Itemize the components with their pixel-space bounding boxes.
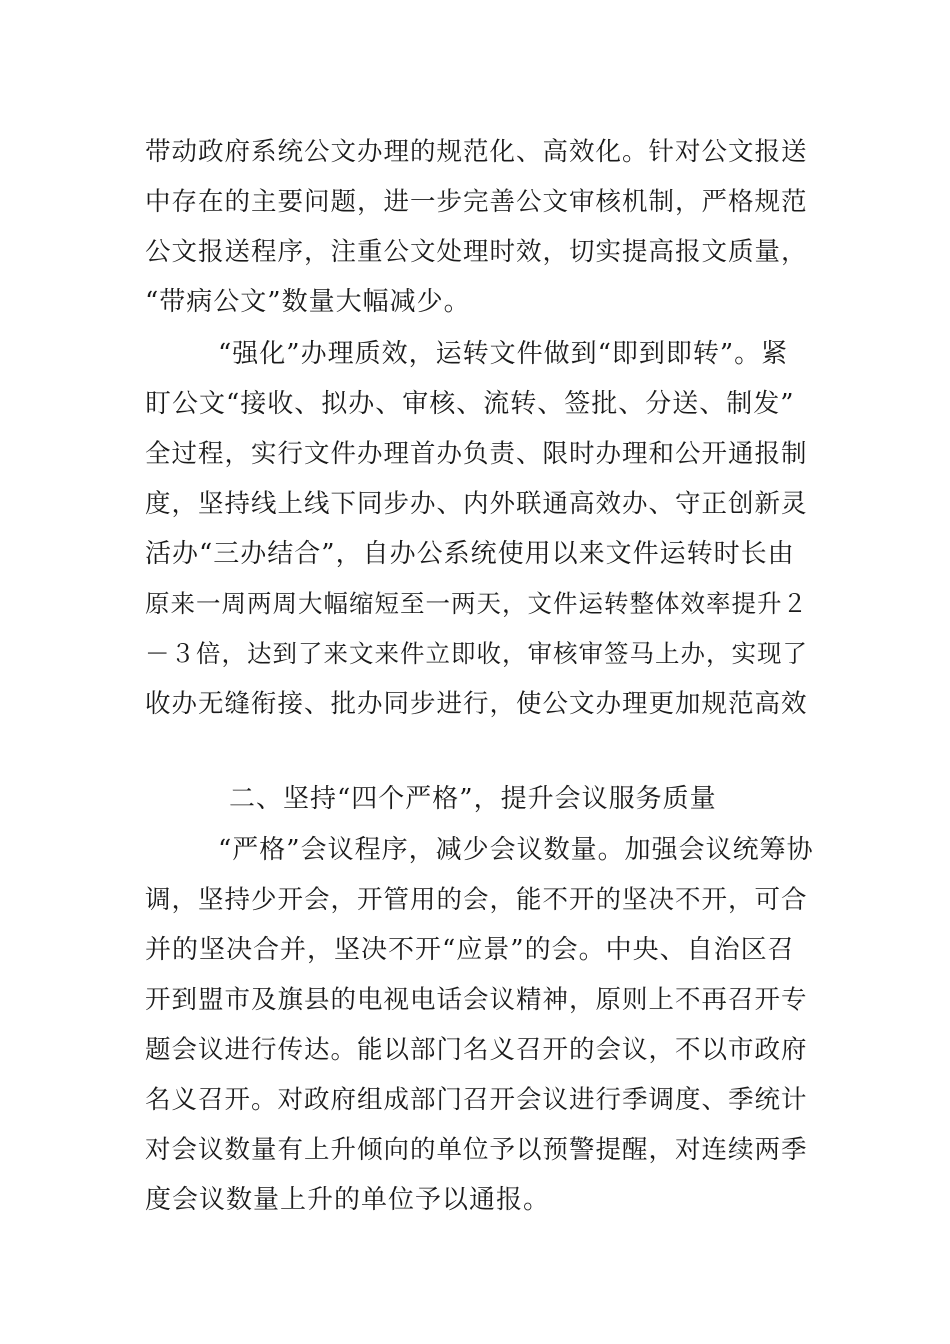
paragraph-1-line-1: 带动政府系统公文办理的规范化、高效化。针对公文报送 <box>145 137 808 167</box>
paragraph-1-line-3: 公文报送程序，注重公文处理时效，切实提高报文质量， <box>145 237 808 267</box>
paragraph-2-line-6: 原来一周两周大幅缩短至一两天，文件运转整体效率提升２ <box>145 589 808 618</box>
section-heading: 二、坚持“四个严格”，提升会议服务质量 <box>229 784 717 814</box>
paragraph-3-line-6: 名义召开。对政府组成部门召开会议进行季调度、季统计 <box>145 1085 808 1115</box>
paragraph-3-line-7: 对会议数量有上升倾向的单位予以预警提醒，对连续两季 <box>145 1135 808 1165</box>
paragraph-2-line-7: －３倍，达到了来文来件立即收，审核审签马上办，实现了 <box>145 639 808 668</box>
paragraph-2-line-3: 全过程，实行文件办理首办负责、限时办理和公开通报制 <box>145 439 808 469</box>
paragraph-3-line-5: 题会议进行传达。能以部门名义召开的会议，不以市政府 <box>145 1035 808 1065</box>
paragraph-2-line-2: 盯公文“接收、拟办、审核、流转、签批、分送、制发” <box>145 389 795 419</box>
paragraph-2-line-1: “强化”办理质效，运转文件做到“即到即转”。紧 <box>218 339 789 369</box>
paragraph-3-line-8: 度会议数量上升的单位予以通报。 <box>145 1185 551 1215</box>
paragraph-3-line-1: “严格”会议程序，减少会议数量。加强会议统筹协 <box>218 835 814 865</box>
paragraph-2-line-5: 活办“三办结合”，自办公系统使用以来文件运转时长由 <box>145 539 795 569</box>
paragraph-2-line-4: 度，坚持线上线下同步办、内外联通高效办、守正创新灵 <box>145 489 808 519</box>
paragraph-3-line-4: 开到盟市及旗县的电视电话会议精神，原则上不再召开专 <box>145 985 808 1015</box>
paragraph-1-line-4: “带病公文”数量大幅减少。 <box>145 287 471 317</box>
paragraph-2-line-8: 收办无缝衔接、批办同步进行，使公文办理更加规范高效 <box>145 689 808 719</box>
paragraph-1-line-2: 中存在的主要问题，进一步完善公文审核机制，严格规范 <box>145 187 808 217</box>
paragraph-3-line-3: 并的坚决合并，坚决不开“应景”的会。中央、自治区召 <box>145 935 795 965</box>
paragraph-3-line-2: 调，坚持少开会，开管用的会，能不开的坚决不开，可合 <box>145 885 808 915</box>
